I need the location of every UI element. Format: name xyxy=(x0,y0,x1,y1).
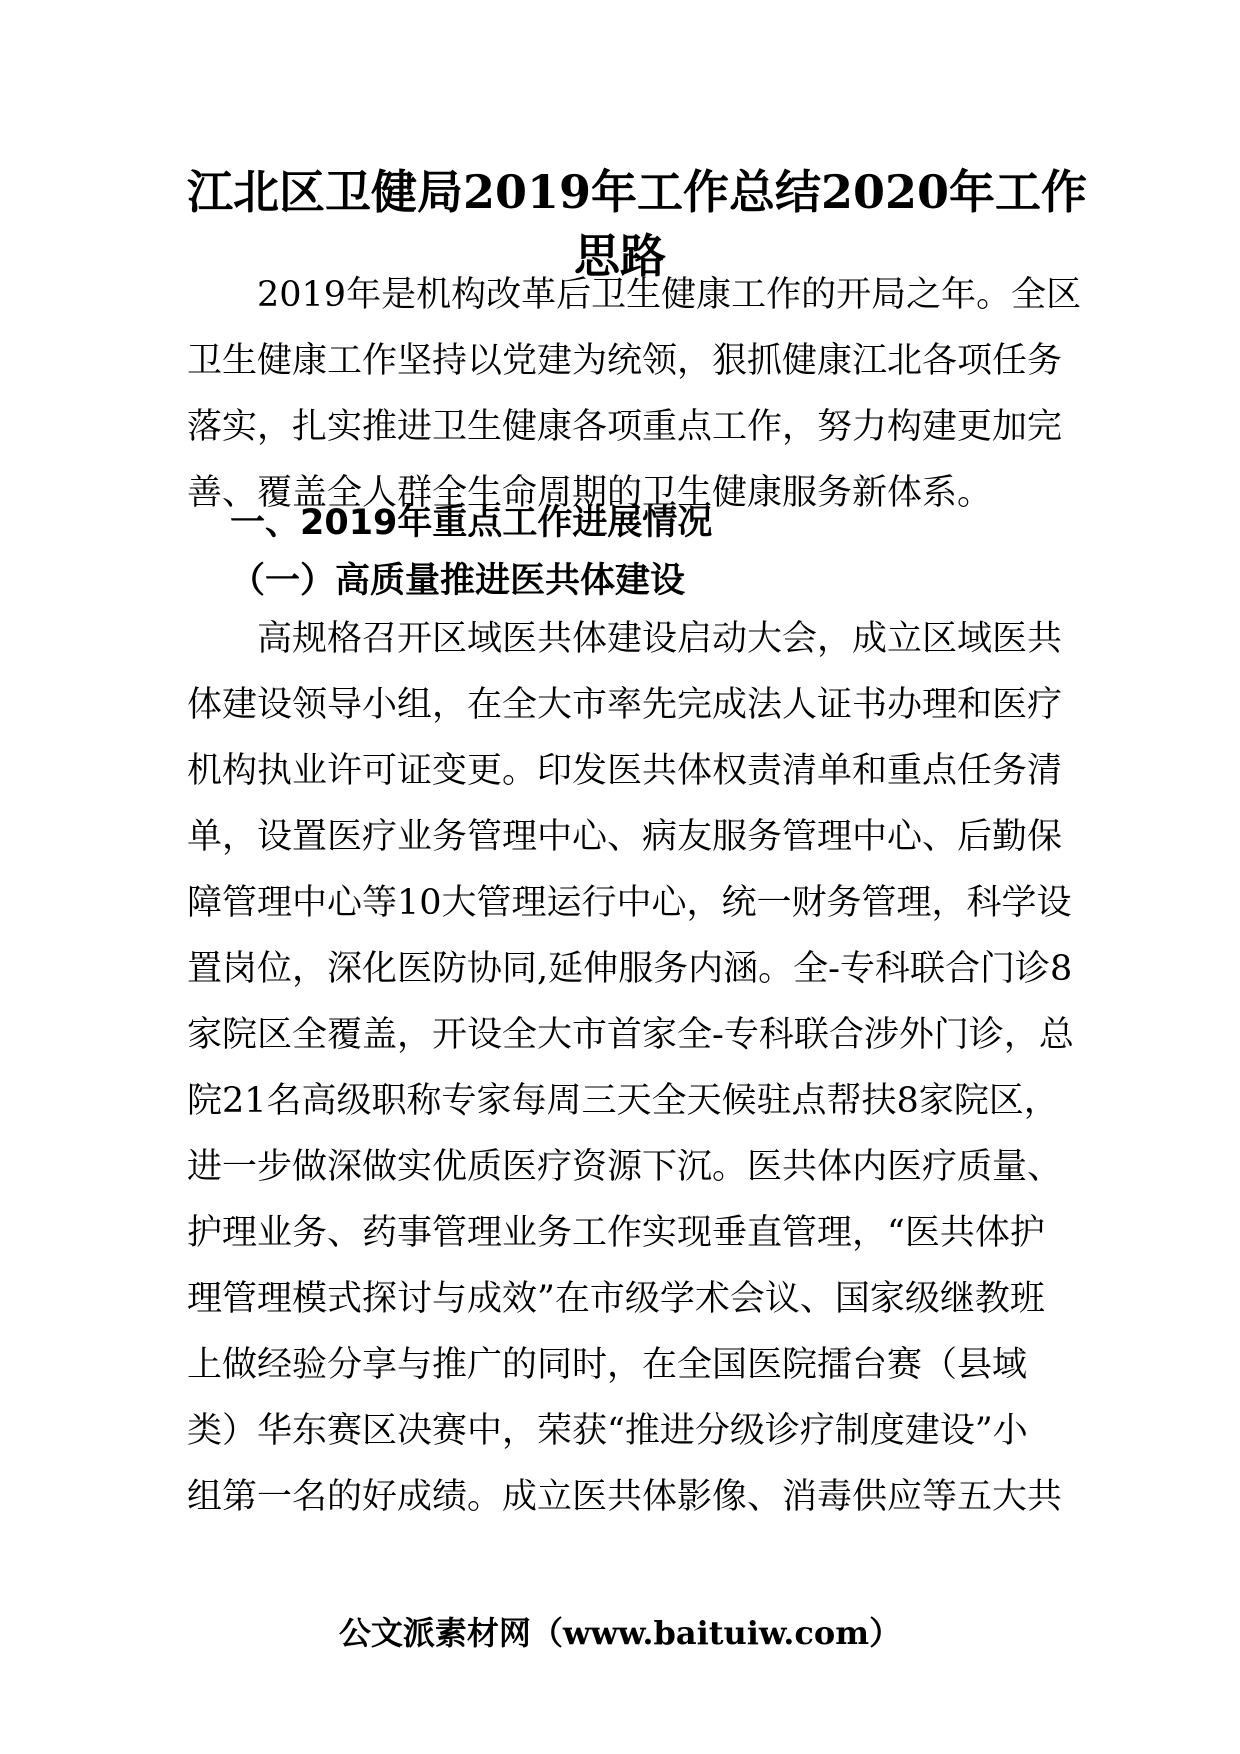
intro-line: 善、覆盖全人群全生命周期的卫生健康服务新体系。 xyxy=(187,473,993,513)
body-line: 理管理模式探讨与成效”在市级学术会议、国家级继教班 xyxy=(187,1279,1045,1319)
body-line: 院21名高级职称专家每周三天全天候驻点帮扶8家院区， xyxy=(187,1081,1059,1121)
body-line: 高规格召开区域医共体建设启动大会，成立区域医共 xyxy=(187,619,1063,659)
body-line: 护理业务、药事管理业务工作实现垂直管理，“医共体护 xyxy=(187,1213,1045,1253)
body-line: 组第一名的好成绩。成立医共体影像、消毒供应等五大共 xyxy=(187,1477,1063,1517)
title-line-1: 江北区卫健局2019年工作总结2020年工作 xyxy=(187,165,1088,219)
body-line: 机构执业许可证变更。印发医共体权责清单和重点任务清 xyxy=(187,751,1063,791)
body-line: 单，设置医疗业务管理中心、病友服务管理中心、后勤保 xyxy=(187,817,1063,857)
body-line: 上做经验分享与推广的同时，在全国医院擂台赛（县域 xyxy=(187,1345,1028,1385)
body-paragraph xyxy=(187,606,1074,1530)
section-heading: 一、2019年重点工作进展情况 xyxy=(230,503,713,543)
intro-line: 落实，扎实推进卫生健康各项重点工作，努力构建更加完 xyxy=(187,407,1063,447)
body-line: 家院区全覆盖，开设全大市首家全-专科联合涉外门诊，总 xyxy=(187,1015,1074,1055)
body-line: 置岗位，深化医防协同,延伸服务内涵。全-专科联合门诊8 xyxy=(187,949,1073,989)
body-line: 体建设领导小组，在全大市率先完成法人证书办理和医疗 xyxy=(187,685,1063,725)
body-line: 障管理中心等10大管理运行中心，统一财务管理，科学设 xyxy=(187,883,1072,923)
body-line: 进一步做深做实优质医疗资源下沉。医共体内医疗质量、 xyxy=(187,1147,1063,1187)
footer-watermark: 公文派素材网（www.baituiw.com） xyxy=(338,1614,902,1652)
body-line: 类）华东赛区决赛中，荣获“推进分级诊疗制度建设”小 xyxy=(187,1411,1028,1451)
intro-paragraph xyxy=(187,262,1082,526)
intro-line: 2019年是机构改革后卫生健康工作的开局之年。全区 xyxy=(187,275,1082,315)
title-line-2: 思路 xyxy=(574,229,666,283)
intro-line: 卫生健康工作坚持以党建为统领，狠抓健康江北各项任务 xyxy=(187,341,1063,381)
subsection-heading: （一）高质量推进医共体建设 xyxy=(230,561,686,601)
